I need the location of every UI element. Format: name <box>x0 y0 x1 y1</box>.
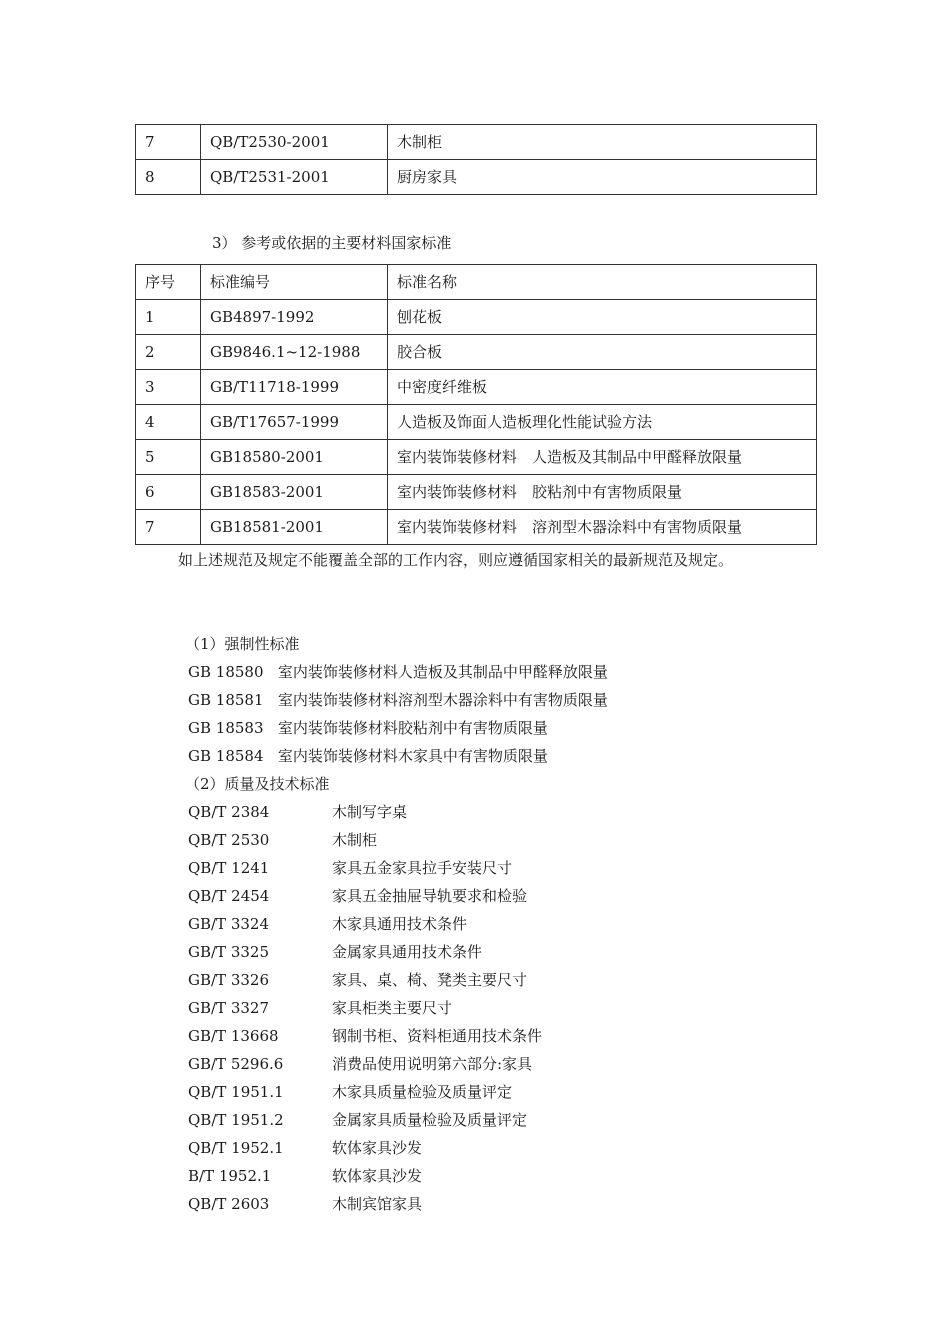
standard-name: 木制宾馆家具 <box>332 1195 423 1213</box>
standard-name: 室内装饰装修材料 溶剂型木器涂料中有害物质限量 <box>388 510 817 545</box>
standard-name: 中密度纤维板 <box>388 370 817 405</box>
standard-name: 消费品使用说明第六部分:家具 <box>332 1055 533 1073</box>
standard-code: QB/T 2603 <box>188 1195 270 1213</box>
standard-name: 软体家具沙发 <box>332 1167 423 1185</box>
standard-name: 室内装饰装修材料人造板及其制品中甲醛释放限量 <box>277 663 608 681</box>
row-number: 5 <box>136 440 201 475</box>
list-item <box>188 693 608 708</box>
standard-code: QB/T 2384 <box>188 803 270 821</box>
standard-code: GB/T 3327 <box>188 999 270 1017</box>
table-row <box>136 440 817 475</box>
standards-table-continued <box>135 124 817 195</box>
standard-name: 钢制书柜、资料柜通用技术条件 <box>332 1027 543 1045</box>
list-item <box>188 1057 532 1072</box>
table-row <box>136 405 817 440</box>
table-row <box>136 370 817 405</box>
header-number: 序号 <box>136 265 201 300</box>
standard-code: QB/T2530-2001 <box>201 125 388 160</box>
standard-code: GB 18584 <box>188 747 264 765</box>
standard-code: GB/T 13668 <box>188 1027 279 1045</box>
standard-code: GB/T11718-1999 <box>201 370 388 405</box>
standard-name: 人造板及饰面人造板理化性能试验方法 <box>388 405 817 440</box>
table-header-row <box>136 265 817 300</box>
table-row <box>136 160 817 195</box>
standard-code: GB/T 3324 <box>188 915 270 933</box>
standard-code: QB/T 1952.1 <box>188 1139 284 1157</box>
list-item <box>188 721 548 736</box>
row-number: 6 <box>136 475 201 510</box>
list-item <box>188 1029 542 1044</box>
row-number: 8 <box>136 160 201 195</box>
standard-name: 室内装饰装修材料 胶粘剂中有害物质限量 <box>388 475 817 510</box>
list-item <box>188 749 548 764</box>
standard-code: GB18583-2001 <box>201 475 388 510</box>
standard-name: 金属家具通用技术条件 <box>332 943 483 961</box>
standard-name: 家具柜类主要尺寸 <box>332 999 453 1017</box>
row-number: 4 <box>136 405 201 440</box>
list-item <box>188 805 407 820</box>
standard-name: 木家具质量检验及质量评定 <box>332 1083 513 1101</box>
mandatory-heading: （1）强制性标准 <box>185 635 300 653</box>
list-item <box>188 1141 422 1156</box>
list-item <box>188 1169 422 1184</box>
standard-name: 软体家具沙发 <box>332 1139 423 1157</box>
row-number: 1 <box>136 300 201 335</box>
standard-name: 家具、桌、椅、凳类主要尺寸 <box>332 971 528 989</box>
list-item <box>188 917 467 932</box>
list-item <box>188 1113 527 1128</box>
standard-name: 木制柜 <box>388 125 817 160</box>
table-row <box>136 475 817 510</box>
table-row <box>136 335 817 370</box>
standard-name: 胶合板 <box>388 335 817 370</box>
table-row <box>136 125 817 160</box>
standard-name: 室内装饰装修材料胶粘剂中有害物质限量 <box>277 719 548 737</box>
quality-heading: （2）质量及技术标准 <box>185 775 330 793</box>
standard-code: GB/T 3326 <box>188 971 270 989</box>
standard-code: GB 18581 <box>188 691 264 709</box>
materials-standards-table <box>135 264 817 545</box>
standard-name: 木家具通用技术条件 <box>332 915 468 933</box>
table-row <box>136 510 817 545</box>
standard-code: GB9846.1~12-1988 <box>201 335 388 370</box>
row-number: 2 <box>136 335 201 370</box>
standard-code: QB/T2531-2001 <box>201 160 388 195</box>
standard-code: QB/T 1241 <box>188 859 270 877</box>
standard-code: QB/T 2530 <box>188 831 270 849</box>
materials-heading: 3） 参考或依据的主要材料国家标准 <box>212 234 452 252</box>
standard-code: GB4897-1992 <box>201 300 388 335</box>
standard-code: QB/T 1951.1 <box>188 1083 284 1101</box>
list-item <box>188 1001 452 1016</box>
row-number: 3 <box>136 370 201 405</box>
list-item <box>188 945 482 960</box>
row-number: 7 <box>136 125 201 160</box>
standard-name: 刨花板 <box>388 300 817 335</box>
list-item <box>188 1085 512 1100</box>
header-name: 标准名称 <box>388 265 817 300</box>
standard-code: B/T 1952.1 <box>188 1167 272 1185</box>
list-item <box>188 1197 422 1212</box>
standard-code: GB18581-2001 <box>201 510 388 545</box>
standard-name: 木制写字桌 <box>332 803 408 821</box>
standard-name: 室内装饰装修材料溶剂型木器涂料中有害物质限量 <box>277 691 608 709</box>
standard-code: GB 18583 <box>188 719 264 737</box>
coverage-note: 如上述规范及规定不能覆盖全部的工作内容，则应遵循国家相关的最新规范及规定。 <box>178 551 734 569</box>
standard-name: 室内装饰装修材料木家具中有害物质限量 <box>277 747 548 765</box>
standard-code: GB/T 3325 <box>188 943 270 961</box>
list-item <box>188 861 512 876</box>
standard-code: GB/T17657-1999 <box>201 405 388 440</box>
standard-name: 室内装饰装修材料 人造板及其制品中甲醛释放限量 <box>388 440 817 475</box>
table-row <box>136 300 817 335</box>
standard-code: GB 18580 <box>188 663 264 681</box>
row-number: 7 <box>136 510 201 545</box>
standard-name: 金属家具质量检验及质量评定 <box>332 1111 528 1129</box>
standard-name: 厨房家具 <box>388 160 817 195</box>
standard-code: QB/T 2454 <box>188 887 270 905</box>
standard-code: GB18580-2001 <box>201 440 388 475</box>
list-item <box>188 833 377 848</box>
header-code: 标准编号 <box>201 265 388 300</box>
list-item <box>188 889 527 904</box>
standard-name: 木制柜 <box>332 831 378 849</box>
standard-code: GB/T 5296.6 <box>188 1055 284 1073</box>
standard-name: 家具五金抽屉导轨要求和检验 <box>332 887 528 905</box>
standard-code: QB/T 1951.2 <box>188 1111 284 1129</box>
standard-name: 家具五金家具拉手安装尺寸 <box>332 859 513 877</box>
list-item <box>188 973 527 988</box>
list-item <box>188 665 608 680</box>
